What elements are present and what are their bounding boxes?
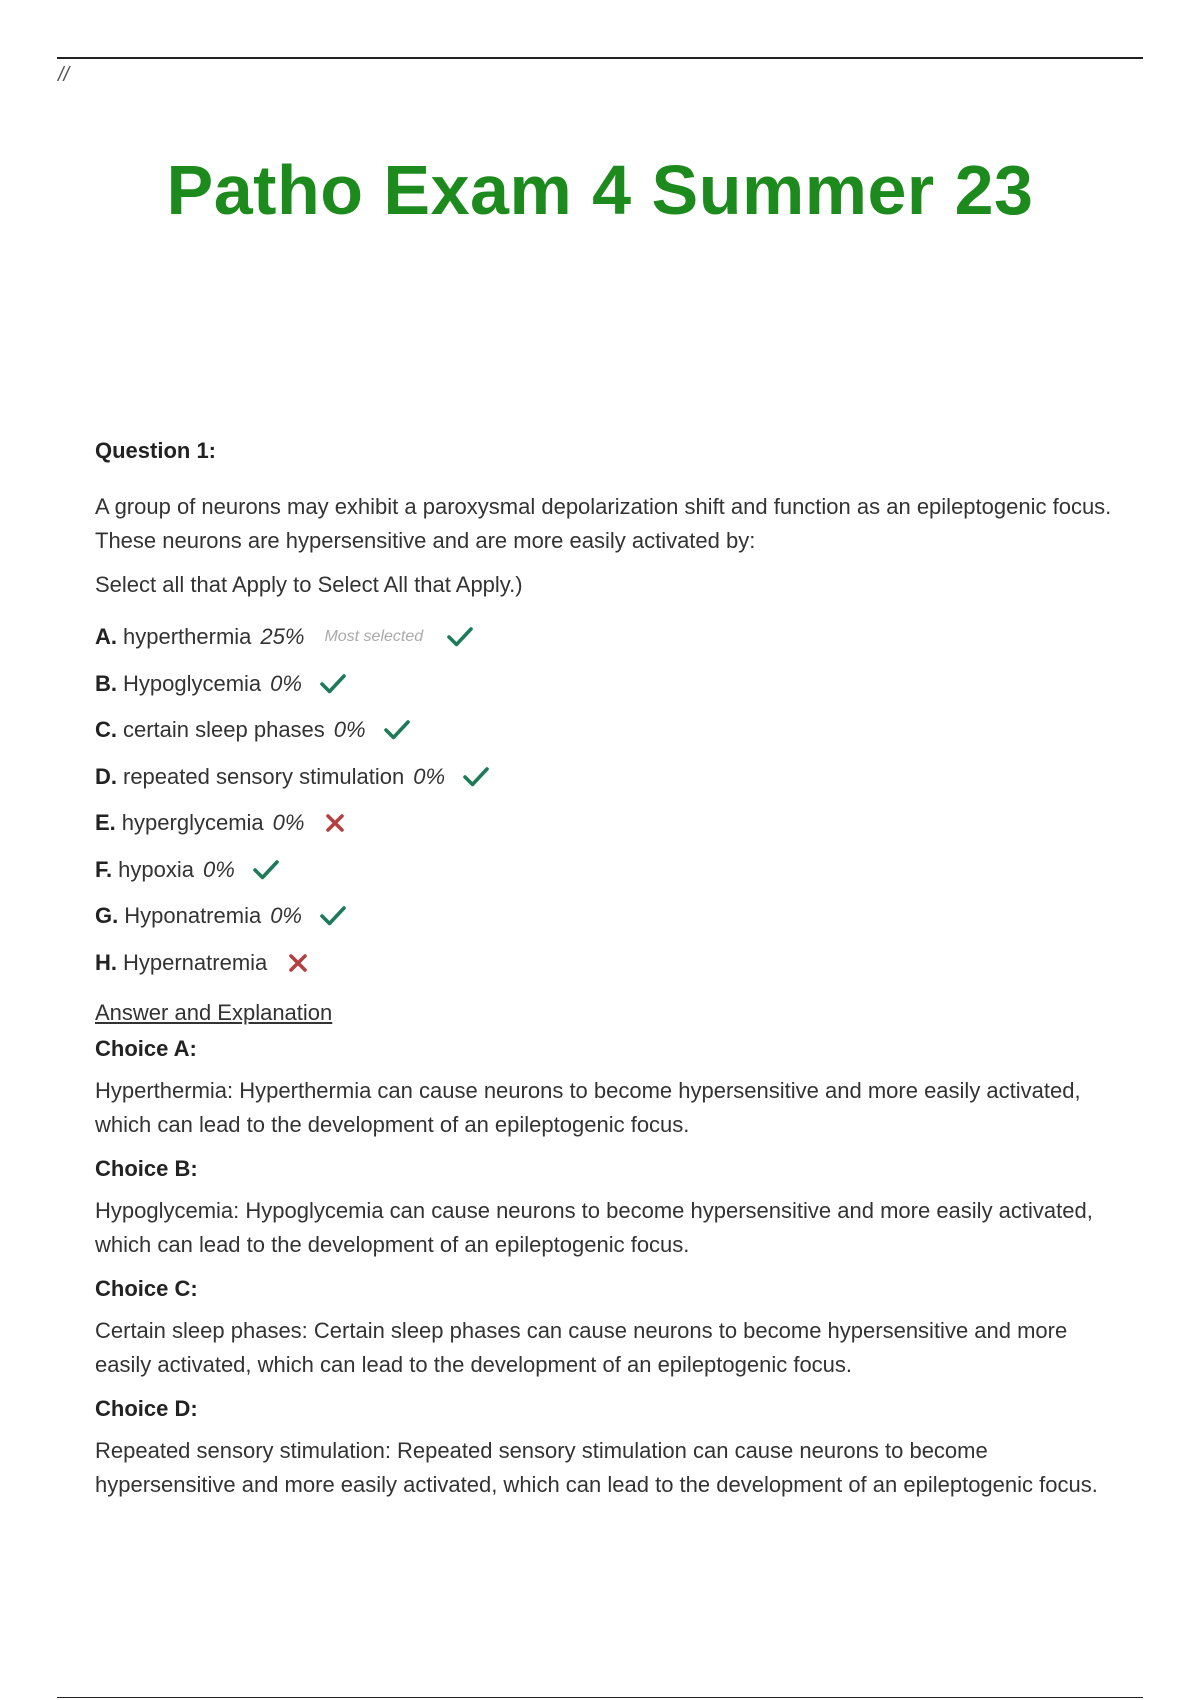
- option-percent: 0%: [270, 903, 302, 929]
- page-mark: //: [58, 64, 70, 86]
- choice-a-label: Choice A:: [95, 1036, 197, 1061]
- choice-c-label: Choice C:: [95, 1276, 198, 1301]
- option-text: Hypoglycemia: [123, 670, 262, 696]
- option-c[interactable]: [95, 707, 1125, 754]
- page-title: Patho Exam 4 Summer 23: [166, 151, 1034, 229]
- check-icon: [318, 669, 348, 699]
- option-list: [95, 614, 1125, 986]
- choice-c-explanation: Certain sleep phases: Certain sleep phases can cause neurons to become hypersensitive and more easily activated, which can lead to the development of an epileptogenic focus.: [95, 1318, 1068, 1377]
- option-percent: 0%: [272, 810, 305, 836]
- check-icon: [445, 622, 475, 652]
- question-text: A group of neurons may exhibit a paroxysmal depolarization shift and function as an epileptogenic focus. These neurons are hypersensitive and are more easily activated by:: [95, 494, 1112, 553]
- most-selected-tag: Most selected: [324, 628, 424, 646]
- choice-a-explanation: Hyperthermia: Hyperthermia can cause neurons to become hypersensitive and more easily activated, which can lead to the development of an epileptogenic focus.: [95, 1078, 1081, 1137]
- check-icon: [251, 855, 281, 885]
- question-section: [95, 438, 1125, 1516]
- top-rule: [57, 57, 1143, 59]
- option-a[interactable]: [95, 614, 1125, 661]
- choice-d-explanation: Repeated sensory stimulation: Repeated sensory stimulation can cause neurons to become hypersensitive and more easily activated, which can lead to the development of an epileptogenic focus.: [95, 1438, 1098, 1497]
- option-letter: D.: [95, 763, 117, 789]
- cross-icon: [320, 808, 350, 838]
- option-percent: 0%: [202, 856, 235, 882]
- check-icon: [461, 762, 491, 792]
- option-d[interactable]: [95, 754, 1125, 801]
- question-label: Question 1:: [95, 438, 217, 463]
- question-instruction: Select all that Apply to Select All that Apply.): [95, 572, 523, 597]
- choice-d-label: Choice D:: [95, 1396, 198, 1421]
- option-text: hypoxia: [118, 856, 194, 882]
- option-letter: A.: [95, 624, 117, 650]
- option-letter: H.: [95, 949, 117, 975]
- option-letter: E.: [95, 810, 116, 836]
- answer-explanation-link[interactable]: Answer and Explanation: [95, 1000, 333, 1025]
- option-percent: 25%: [260, 624, 305, 650]
- option-percent: 0%: [333, 717, 366, 743]
- option-h[interactable]: [95, 940, 1125, 987]
- option-letter: B.: [95, 670, 117, 696]
- option-e[interactable]: [95, 800, 1125, 847]
- check-icon: [382, 715, 412, 745]
- check-icon: [318, 901, 348, 931]
- option-b[interactable]: [95, 661, 1125, 708]
- option-percent: 0%: [413, 763, 446, 789]
- option-letter: F.: [95, 856, 113, 882]
- option-letter: G.: [95, 903, 119, 929]
- option-letter: C.: [95, 717, 117, 743]
- option-text: hyperthermia: [123, 624, 252, 650]
- option-text: Hypernatremia: [123, 949, 268, 975]
- choice-b-explanation: Hypoglycemia: Hypoglycemia can cause neurons to become hypersensitive and more easily activated, which can lead to the development of an epileptogenic focus.: [95, 1198, 1093, 1257]
- option-text: Hyponatremia: [124, 903, 262, 929]
- option-g[interactable]: [95, 893, 1125, 940]
- option-text: repeated sensory stimulation: [123, 763, 405, 789]
- option-percent: 0%: [270, 670, 302, 696]
- option-text: certain sleep phases: [123, 717, 325, 743]
- bottom-rule: [57, 1697, 1143, 1698]
- option-text: hyperglycemia: [121, 810, 264, 836]
- cross-icon: [283, 948, 313, 978]
- option-f[interactable]: [95, 847, 1125, 894]
- choice-b-label: Choice B:: [95, 1156, 198, 1181]
